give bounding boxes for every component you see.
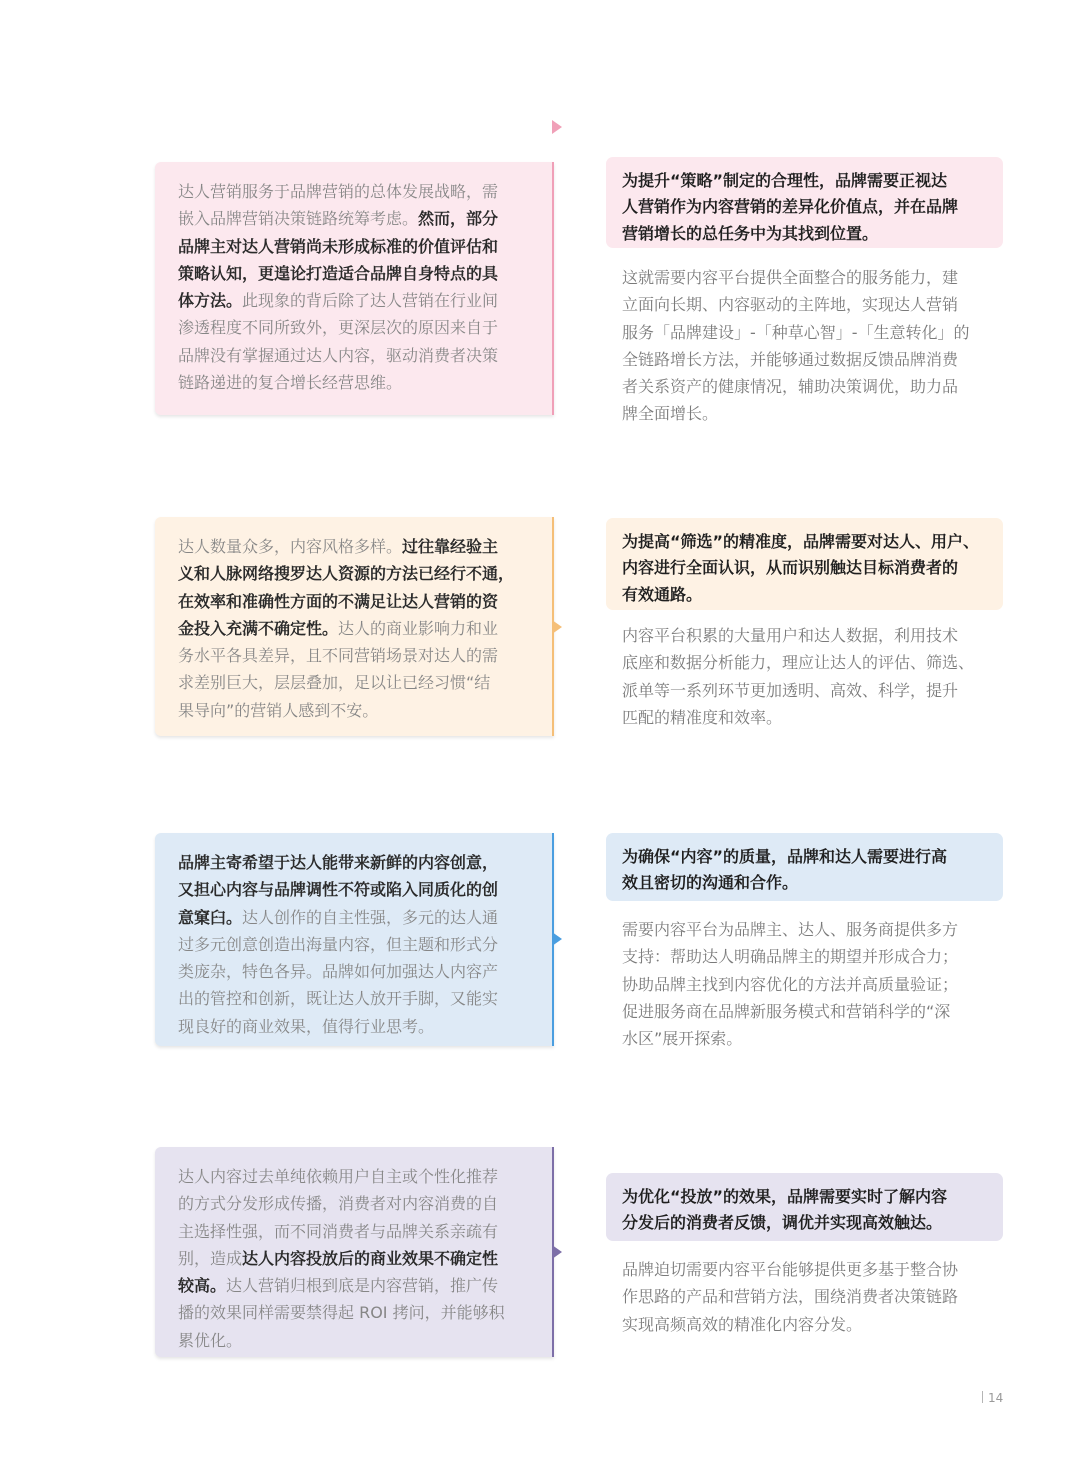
text-line (178, 642, 522, 669)
text-line (178, 876, 522, 903)
text-line: 作思路的产品和营销方法，围绕消费者决策链路 (622, 1287, 959, 1307)
body-text: 出的管控和创新，既让达人放开手脚，又能实 (178, 989, 499, 1009)
text-line (178, 931, 522, 958)
body-text: 达人数量众多，内容风格多样。 (178, 537, 403, 556)
text-line: 为提高“筛选”的精准度，品牌需要对达人、用户、 (622, 532, 980, 551)
text-line: 协助品牌主找到内容优化的方法并高质量验证； (622, 974, 959, 994)
text-line (178, 533, 522, 560)
body-text: 达人内容过去单纯依赖用户自主或个性化推荐 (178, 1167, 499, 1186)
body-text: 达人创作的自主性强，多元的达人通 (242, 907, 499, 927)
text-line (178, 1218, 522, 1245)
text-line (178, 178, 522, 205)
text-line: 内容平台积累的大量用户和达人数据，利用技术 (622, 626, 959, 645)
screening-description (622, 622, 1002, 731)
body-text: 达人营销服务于品牌营销的总体发展战略，需 (178, 182, 499, 201)
body-text: 果导向”的营销人感到不安。 (178, 700, 379, 720)
body-text: 达人营销归根到底是内容营销，推广传 (226, 1276, 499, 1296)
challenge-card-content (155, 833, 554, 1046)
challenge-text (178, 533, 522, 724)
text-line: 全链路增长方法，并能够通过数据反馈品牌消费 (622, 349, 959, 369)
text-line (178, 615, 522, 642)
challenge-text (178, 178, 522, 396)
text-line: 需要内容平台为品牌主、达人、服务商提供多方 (622, 920, 959, 939)
challenge-card-strategy (155, 162, 554, 415)
page-number-divider (982, 1391, 983, 1403)
text-line (178, 588, 522, 615)
text-line: 水区”展开探索。 (622, 1029, 743, 1049)
card-arrow-icon (552, 932, 562, 946)
emphasis-text: 然而，部分 (418, 209, 499, 229)
text-line: 服务「品牌建设」-「种草心智」-「生意转化」的 (622, 322, 970, 342)
text-line (178, 669, 522, 696)
text-line: 品牌迫切需要内容平台能够提供更多基于整合协 (622, 1260, 959, 1279)
text-line: 营销增长的总任务中为其找到位置。 (622, 223, 879, 243)
body-text: 达人的商业影响力和业 (338, 618, 499, 638)
screening-heading (606, 518, 1003, 610)
text-line: 牌全面增长。 (622, 404, 719, 424)
emphasis-text: 品牌主对达人营销尚未形成标准的价值评估和 (178, 236, 499, 256)
text-line: 分发后的消费者反馈，调优并实现高效触达。 (622, 1213, 943, 1233)
text-line (178, 1013, 522, 1040)
text-line (178, 985, 522, 1012)
text-line (178, 1272, 522, 1299)
text-line (178, 369, 522, 396)
body-text: 链路递进的复合增长经营思维。 (178, 373, 403, 393)
emphasis-text: 较高。 (178, 1276, 227, 1296)
body-text: 的方式分发形成传播，消费者对内容消费的自 (178, 1194, 499, 1214)
text-line: 为确保“内容”的质量，品牌和达人需要进行高 (622, 847, 948, 866)
body-text: 此现象的背后除了达人营销在行业间 (242, 291, 499, 311)
challenge-card-screening (155, 517, 554, 736)
text-line (178, 314, 522, 341)
strategy-heading (606, 157, 1003, 248)
text-line: 派单等一系列环节更加透明、高效、科学，提升 (622, 680, 959, 700)
emphasis-text: 策略认知，更遑论打造适合品牌自身特点的具 (178, 263, 499, 283)
text-line (178, 1245, 522, 1272)
emphasis-text: 体方法。 (178, 291, 243, 311)
text-line (178, 1190, 522, 1217)
text-line (178, 342, 522, 369)
text-line: 有效通路。 (622, 584, 703, 604)
emphasis-text: 金投入充满不确定性。 (178, 618, 339, 638)
challenge-text (178, 1163, 522, 1354)
text-line (178, 1163, 522, 1190)
text-line (178, 958, 522, 985)
body-text: 过多元创意创造出海量内容，但主题和形式分 (178, 934, 499, 954)
body-text: 渗透程度不同所致外，更深层次的原因来自于 (178, 318, 499, 338)
delivery-heading (606, 1173, 1003, 1241)
strategy-description (622, 264, 1002, 428)
body-text: 累优化。 (178, 1330, 243, 1350)
text-line (178, 697, 522, 724)
text-line: 支持：帮助达人明确品牌主的期望并形成合力； (622, 947, 959, 967)
text-line: 促进服务商在品牌新服务模式和营销科学的“深 (622, 1001, 951, 1021)
body-text: 别，造成 (178, 1248, 243, 1268)
text-line: 效且密切的沟通和合作。 (622, 873, 799, 893)
body-text: 品牌没有掌握通过达人内容，驱动消费者决策 (178, 345, 499, 365)
text-line (178, 849, 522, 876)
emphasis-text: 意窠臼。 (178, 907, 243, 927)
body-text: 类庞杂，特色各异。品牌如何加强达人内容产 (178, 962, 499, 982)
body-text: 嵌入品牌营销决策链路统筹考虑。 (178, 209, 419, 229)
text-line (178, 205, 522, 232)
content-heading (606, 833, 1003, 901)
body-text: 求差别巨大，层层叠加，足以让已经习惯“结 (178, 673, 491, 693)
emphasis-text: 在效率和准确性方面的不满足让达人营销的资 (178, 591, 499, 611)
emphasis-text: 又担心内容与品牌调性不符或陷入同质化的创 (178, 880, 499, 900)
text-line (178, 233, 522, 260)
body-text: 务水平各具差异，且不同营销场景对达人的需 (178, 646, 499, 666)
text-line: 者关系资产的健康情况，辅助决策调优，助力品 (622, 377, 959, 397)
text-line: 这就需要内容平台提供全面整合的服务能力，建 (622, 268, 959, 287)
text-line: 实现高频高效的精准化内容分发。 (622, 1314, 863, 1334)
body-text: 现良好的商业效果，值得行业思考。 (178, 1016, 435, 1036)
emphasis-text: 过往靠经验主 (402, 537, 499, 556)
text-line: 底座和数据分析能力，理应让达人的评估、筛选、 (622, 653, 975, 673)
card-arrow-icon (552, 1245, 562, 1259)
delivery-description (622, 1256, 1002, 1338)
text-line (178, 904, 522, 931)
text-line (178, 560, 522, 587)
emphasis-text: 品牌主寄希望于达人能带来新鲜的内容创意， (178, 853, 499, 872)
card-arrow-icon (552, 620, 562, 634)
text-line: 内容进行全面认识，从而识别触达目标消费者的 (622, 558, 959, 578)
challenge-text (178, 849, 522, 1040)
emphasis-text: 义和人脉网络搜罗达人资源的方法已经行不通， (178, 564, 515, 584)
text-line: 匹配的精准度和效率。 (622, 707, 783, 727)
text-line (178, 1299, 522, 1326)
challenge-card-delivery (155, 1147, 554, 1357)
body-text: 主选择性强，而不同消费者与品牌关系亲疏有 (178, 1221, 499, 1241)
text-line: 立面向长期、内容驱动的主阵地，实现达人营销 (622, 295, 959, 315)
text-line: 为提升“策略”制定的合理性，品牌需要正视达 (622, 171, 948, 190)
text-line (178, 287, 522, 314)
page-number-value: 14 (988, 1391, 1004, 1405)
text-line (178, 260, 522, 287)
text-line (178, 1327, 522, 1354)
content-description (622, 916, 1002, 1052)
text-line: 为优化“投放”的效果，品牌需要实时了解内容 (622, 1187, 948, 1206)
emphasis-text: 达人内容投放后的商业效果不确定性 (242, 1248, 499, 1268)
text-line: 人营销作为内容营销的差异化价值点，并在品牌 (622, 197, 959, 217)
card-arrow-icon (552, 120, 562, 134)
page-number (982, 1391, 1003, 1405)
body-text: 播的效果同样需要禁得起 ROI 拷问，并能够积 (178, 1303, 505, 1323)
